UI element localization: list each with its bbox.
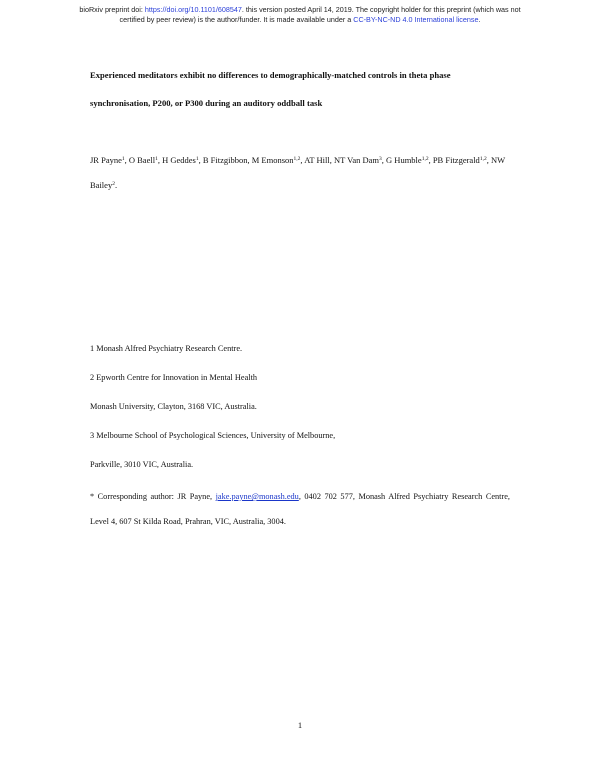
paper-title-line2: synchronisation, P200, or P300 during an auditory oddball task	[90, 98, 323, 108]
author-affiliation-marker: 1,2	[479, 156, 487, 162]
license-suffix: .	[478, 15, 481, 24]
author-affiliation-marker: 1	[195, 156, 199, 162]
author-name: G Humble	[386, 155, 422, 165]
affiliation-3-address: Parkville, 3010 VIC, Australia.	[90, 460, 194, 469]
preprint-notice-line1	[0, 5, 600, 15]
affiliation-1: 1 Monash Alfred Psychiatry Research Centre.	[90, 344, 243, 353]
author-name: B Fitzgibbon	[202, 155, 248, 165]
author-affiliation-marker: 1,2	[293, 156, 301, 162]
author-name: H Geddes	[162, 155, 196, 165]
affiliation-2-address: Monash University, Clayton, 3168 VIC, Australia.	[90, 402, 257, 411]
doi-prefix: bioRxiv preprint doi:	[79, 5, 145, 14]
license-prefix: certified by peer review) is the author/funder. It is made available under a	[119, 15, 354, 24]
author-name: JR Payne	[90, 155, 122, 165]
corresponding-email-link[interactable]: jake.payne@monash.edu	[215, 492, 299, 501]
author-separator: ,	[486, 155, 491, 165]
affiliation-2: 2 Epworth Centre for Innovation in Mental Health	[90, 373, 258, 382]
license-link[interactable]: CC-BY-NC-ND 4.0 International license	[353, 15, 479, 24]
author-affiliation-marker: 1,2	[421, 156, 429, 162]
affiliation-3: 3 Melbourne School of Psychological Sciences, University of Melbourne,	[90, 431, 336, 440]
author-separator: ,	[247, 155, 252, 165]
author-separator: .	[114, 180, 118, 190]
preprint-notice-line2	[0, 15, 600, 25]
author-separator: ,	[157, 155, 163, 165]
author-affiliation-marker: 1	[121, 156, 125, 162]
author-name: M Emonson	[251, 155, 294, 165]
author-name: AT Hill	[304, 155, 330, 165]
author-affiliation-marker: 2	[112, 181, 115, 187]
author-name: O Baell	[128, 155, 156, 165]
author-affiliation-marker: 1	[155, 156, 158, 162]
page-number: 1	[297, 720, 303, 730]
author-separator: ,	[300, 155, 305, 165]
author-name: NW Bailey	[90, 155, 505, 190]
author-separator: ,	[124, 155, 129, 165]
author-name: NT Van Dam	[334, 155, 380, 165]
paper-title-line1: Experienced meditators exhibit no differences to demographically-matched controls in theta phase	[90, 70, 451, 80]
preprint-notice	[0, 5, 600, 25]
author-affiliation-marker: 3	[379, 156, 382, 162]
corresponding-suffix: , 0402 702 577, Monash Alfred Psychiatry Research Centre, Level 4, 607 St Kilda Road, Prahran, VIC, Australia, 3004.	[90, 492, 511, 526]
author-separator: ,	[381, 155, 387, 165]
copyright-text: . this version posted April 14, 2019. The copyright holder for this preprint (which was not	[241, 5, 521, 14]
corresponding-author	[90, 484, 510, 534]
author-separator: ,	[198, 155, 203, 165]
author-separator: ,	[329, 155, 335, 165]
doi-link[interactable]: https://doi.org/10.1101/608547	[144, 5, 242, 14]
corresponding-prefix: * Corresponding author: JR Payne,	[90, 492, 216, 501]
author-separator: ,	[428, 155, 433, 165]
author-name: PB Fitzgerald	[432, 155, 480, 165]
author-list	[90, 148, 510, 198]
